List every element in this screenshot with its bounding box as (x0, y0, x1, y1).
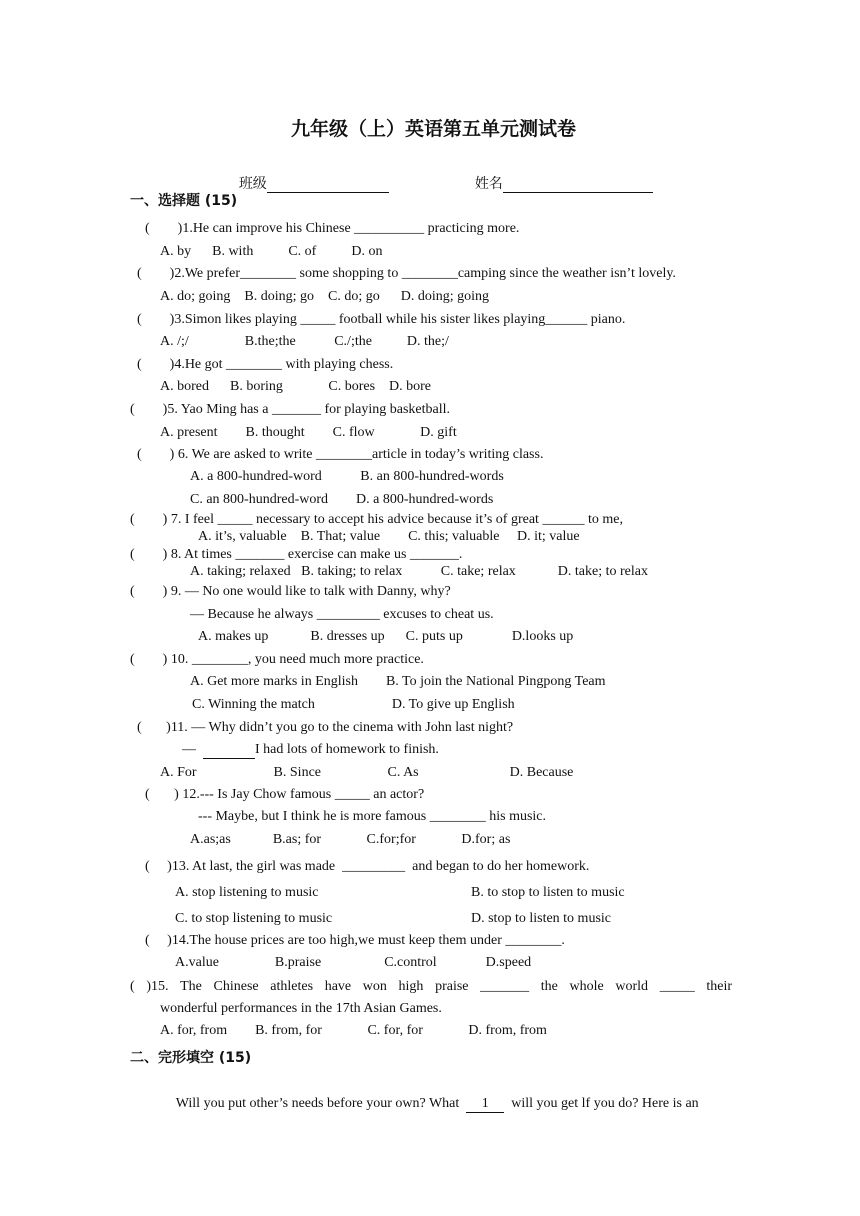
question-9-options: A. makes up B. dresses up C. puts up D.looks up (198, 629, 574, 644)
q15-word: ( (130, 979, 135, 994)
name-field (457, 157, 653, 211)
question-7-stem: ( ) 7. I feel _____ necessary to accept his advice because it’s of great ______ to me, (130, 512, 623, 527)
question-15-line2: wonderful performances in the 17th Asian Games. (160, 1001, 442, 1016)
question-11-options: A. For B. Since C. As D. Because (160, 765, 574, 780)
q15-word: athletes (270, 979, 314, 994)
question-14-options: A.value B.praise C.control D.speed (175, 955, 532, 970)
class-field (221, 157, 389, 211)
question-7-options: A. it’s, valuable B. That; value C. this; valuable D. it; value (198, 529, 580, 544)
question-14-stem: ( )14.The house prices are too high,we must keep them under ________. (145, 933, 565, 948)
question-3-options: A. /;/ B.the;the C./;the D. the;/ (160, 334, 449, 349)
question-3-stem: ( )3.Simon likes playing _____ football while his sister likes playing______ piano. (137, 312, 626, 327)
question-12-line2: --- Maybe, but I think he is more famous ________ his music. (198, 809, 547, 824)
question-13-option-b: B. to stop to listen to music (471, 885, 625, 900)
class-blank[interactable] (267, 176, 389, 193)
question-15-options: A. for, from B. from, for C. for, for D. from, from (160, 1023, 547, 1038)
dash: — (182, 742, 203, 757)
cloze-text-start: Will you put other’s needs before your own? What (175, 1096, 467, 1111)
question-13-option-c: C. to stop listening to music (175, 911, 333, 926)
q15-word: The (180, 979, 202, 994)
answer-blank[interactable] (203, 742, 255, 759)
question-13-option-a: A. stop listening to music (175, 885, 319, 900)
question-1-options: A. by B. with C. of D. on (160, 244, 383, 259)
reply-text: I had lots of homework to finish. (255, 742, 439, 757)
q15-word: world (615, 979, 649, 994)
question-10-options-ab: A. Get more marks in English B. To join the National Pingpong Team (190, 674, 606, 689)
question-15-stem (130, 978, 732, 996)
question-11-line2 (182, 741, 439, 759)
q15-word: )15. (146, 979, 169, 994)
question-11-stem: ( )11. — Why didn’t you go to the cinema with John last night? (137, 720, 514, 735)
question-6-options-cd: C. an 800-hundred-word D. a 800-hundred-words (190, 492, 494, 507)
question-5-stem: ( )5. Yao Ming has a _______ for playing basketball. (130, 402, 451, 417)
q15-blank: _____ (659, 979, 695, 994)
question-8-options: A. taking; relaxed B. taking; to relax C. take; relax D. take; to relax (190, 564, 648, 579)
q15-word: praise (435, 979, 469, 994)
name-label: 姓名 (474, 176, 503, 192)
question-13-option-d: D. stop to listen to music (471, 911, 611, 926)
question-1-stem: ( )1.He can improve his Chinese __________ practicing more. (145, 221, 520, 236)
question-10-options-cd: C. Winning the match D. To give up English (192, 697, 515, 712)
question-2-stem: ( )2.We prefer________ some shopping to ________camping since the weather isn’t lovely. (137, 266, 676, 281)
question-6-stem: ( ) 6. We are asked to write ________article in today’s writing class. (137, 447, 544, 462)
cloze-first-line (162, 1077, 699, 1131)
question-10-stem: ( ) 10. ________, you need much more practice. (130, 652, 424, 667)
question-4-options: A. bored B. boring C. bores D. bore (160, 379, 432, 394)
question-13-stem: ( )13. At last, the girl was made _________ and began to do her homework. (145, 859, 590, 874)
question-2-options: A. do; going B. doing; go C. do; go D. doing; going (160, 289, 490, 304)
page-title: 九年级（上）英语第五单元测试卷 (291, 118, 577, 140)
question-9-line2: — Because he always _________ excuses to cheat us. (190, 607, 494, 622)
question-8-stem: ( ) 8. At times _______ exercise can make us _______. (130, 547, 463, 562)
cloze-blank-1[interactable]: 1 (466, 1096, 504, 1113)
section-heading-choice: 一、选择题 (15) (130, 193, 238, 209)
question-12-options: A.as;as B.as; for C.for;for D.for; as (190, 832, 511, 847)
question-5-options: A. present B. thought C. flow D. gift (160, 425, 457, 440)
q15-word: whole (569, 979, 604, 994)
q15-blank: _______ (480, 979, 530, 994)
section-heading-cloze: 二、完形填空 (15) (130, 1050, 252, 1066)
q15-word: have (324, 979, 352, 994)
q15-word: the (540, 979, 558, 994)
question-9-stem: ( ) 9. — No one would like to talk with Danny, why? (130, 584, 451, 599)
name-blank[interactable] (503, 176, 653, 193)
q15-word: Chinese (213, 979, 259, 994)
q15-word: won (362, 979, 387, 994)
q15-word: high (398, 979, 424, 994)
question-12-stem: ( ) 12.--- Is Jay Chow famous _____ an actor? (145, 787, 425, 802)
question-6-options-ab: A. a 800-hundred-word B. an 800-hundred-words (190, 469, 504, 484)
class-label: 班级 (238, 176, 267, 192)
q15-word: their (706, 979, 732, 994)
cloze-text-end: will you get lf you do? Here is an (504, 1096, 699, 1111)
question-4-stem: ( )4.He got ________ with playing chess. (137, 357, 394, 372)
